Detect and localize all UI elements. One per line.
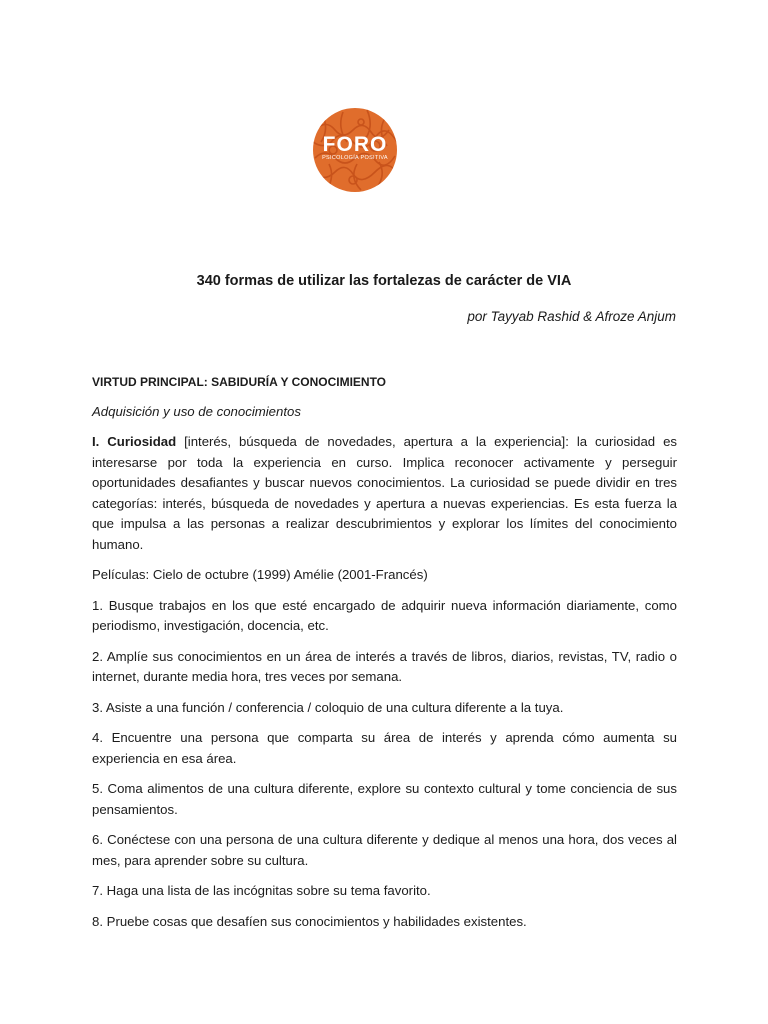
document-body xyxy=(92,374,677,942)
logo-word: FORO xyxy=(322,132,388,156)
suggestion-list xyxy=(92,596,677,933)
list-item: 4. Encuentre una persona que comparta su área de interés y aprenda cómo aumenta su experiencia en esa área. xyxy=(92,730,677,766)
list-item: 5. Coma alimentos de una cultura diferente, explore su contexto cultural y tome conciencia de sus pensamientos. xyxy=(92,781,677,817)
list-item: 6. Conéctese con una persona de una cultura diferente y dedique al menos una hora, dos veces al mes, para aprender sobre su cultura. xyxy=(92,832,677,868)
logo-circle-icon xyxy=(313,108,397,192)
foro-logo xyxy=(313,108,397,192)
strength-name: I. Curiosidad xyxy=(92,434,177,449)
list-item: 1. Busque trabajos en los que esté encargado de adquirir nueva información diariamente, como periodismo, investigación, docencia, etc. xyxy=(92,597,677,633)
section-subheading: Adquisición y uso de conocimientos xyxy=(92,404,301,419)
list-item: 7. Haga una lista de las incógnitas sobre su tema favorito. xyxy=(92,883,431,898)
logo-subtitle: PSICOLOGÍA POSITIVA xyxy=(322,154,388,161)
strength-description xyxy=(92,432,677,555)
list-item: 8. Pruebe cosas que desafíen sus conocimientos y habilidades existentes. xyxy=(92,913,527,929)
films-line: Películas: Cielo de octubre (1999) Amélie (2001-Francés) xyxy=(92,567,428,582)
list-item: 2. Amplíe sus conocimientos en un área de interés a través de libros, diarios, revistas, TV, radio o internet, durante media hora, tres veces por semana. xyxy=(92,648,677,684)
section-heading: VIRTUD PRINCIPAL: SABIDURÍA Y CONOCIMIENTO xyxy=(92,375,387,389)
strength-text: [interés, búsqueda de novedades, apertura a la experiencia]: la curiosidad es interesarse por toda la experiencia en curso. Implica reconocer activamente y perseguir oportunidades desafiantes y buscar nuevos conocimientos. La curiosidad se puede dividir en tres categorías: interés, búsqueda de novedades y apertura a nuevas experiencias. Es esta fuerza la que impulsa a las personas a realizar descubrimientos y explorar los límites del conocimiento humano. xyxy=(92,434,678,552)
list-item: 3. Asiste a una función / conferencia / coloquio de una cultura diferente a la tuya. xyxy=(92,699,564,715)
document-title: 340 formas de utilizar las fortalezas de carácter de VIA xyxy=(196,273,572,289)
document-authors: por Tayyab Rashid & Afroze Anjum xyxy=(467,309,676,324)
